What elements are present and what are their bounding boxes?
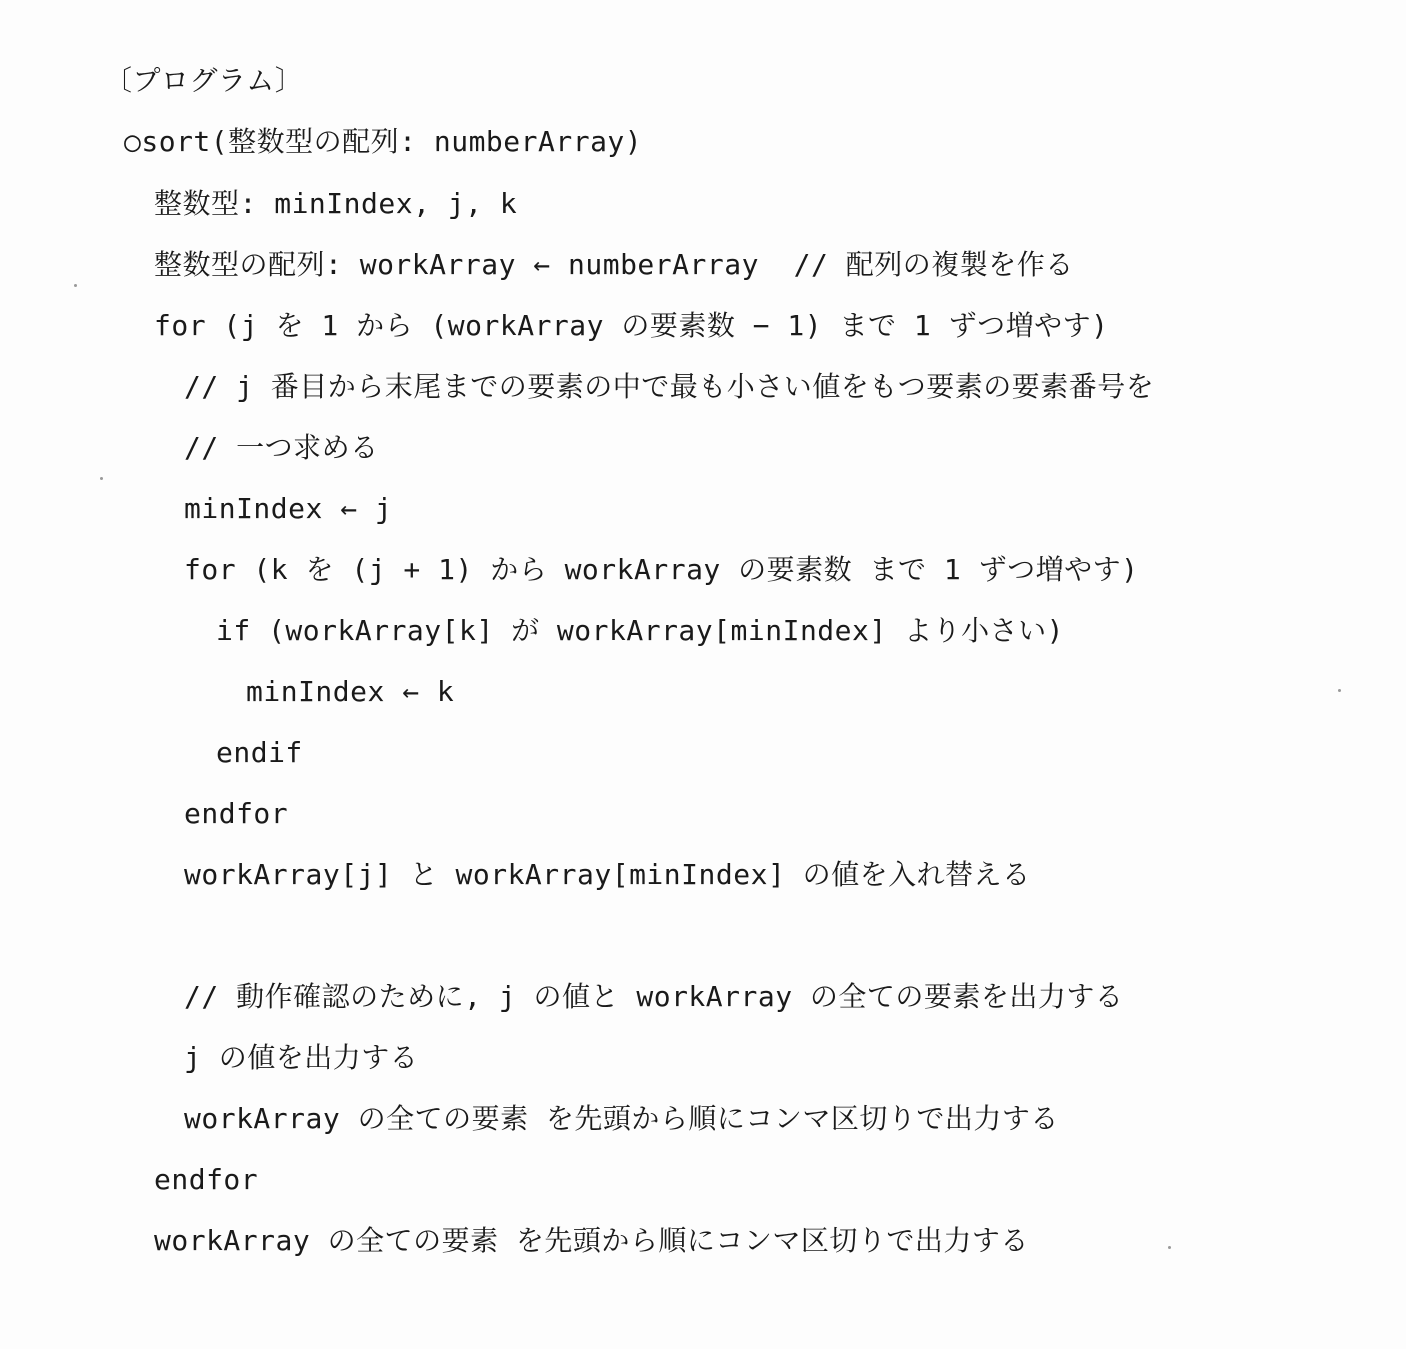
comment-line: // 動作確認のために, j の値と workArray の全ての要素を出力する: [184, 980, 1124, 1013]
inner-endfor-keyword: endfor: [184, 797, 289, 830]
outer-endfor-keyword: endfor: [154, 1163, 259, 1196]
output-array-statement: workArray の全ての要素 を先頭から順にコンマ区切りで出力する: [184, 1102, 1059, 1135]
swap-statement: workArray[j] と workArray[minIndex] の値を入れ替える: [184, 858, 1031, 891]
if-condition: if (workArray[k] が workArray[minIndex] より小さい): [216, 614, 1064, 647]
output-j-statement: j の値を出力する: [184, 1041, 419, 1074]
outer-for-loop: for (j を 1 から (workArray の要素数 − 1) まで 1 ずつ増やす): [154, 309, 1109, 342]
min-index-init: minIndex ← j: [184, 492, 393, 525]
program-heading: 〔プログラム〕: [104, 64, 304, 97]
scan-speck: [100, 477, 103, 480]
final-output-statement: workArray の全ての要素 を先頭から順にコンマ区切りで出力する: [154, 1224, 1029, 1257]
endif-keyword: endif: [216, 736, 303, 769]
array-copy-statement: 整数型の配列: workArray ← numberArray // 配列の複製を作る: [154, 248, 1074, 281]
variable-declaration: 整数型: minIndex, j, k: [154, 187, 518, 220]
scan-speck: [1338, 689, 1341, 692]
comment-line: // j 番目から末尾までの要素の中で最も小さい値をもつ要素の要素番号を: [184, 370, 1155, 403]
min-index-update: minIndex ← k: [246, 675, 455, 708]
function-signature: ○sort(整数型の配列: numberArray): [124, 125, 643, 158]
comment-line: // 一つ求める: [184, 431, 379, 464]
scan-speck: [74, 284, 77, 287]
inner-for-loop: for (k を (j + 1) から workArray の要素数 まで 1 ずつ増やす): [184, 553, 1139, 586]
scan-speck: [1168, 1246, 1171, 1249]
